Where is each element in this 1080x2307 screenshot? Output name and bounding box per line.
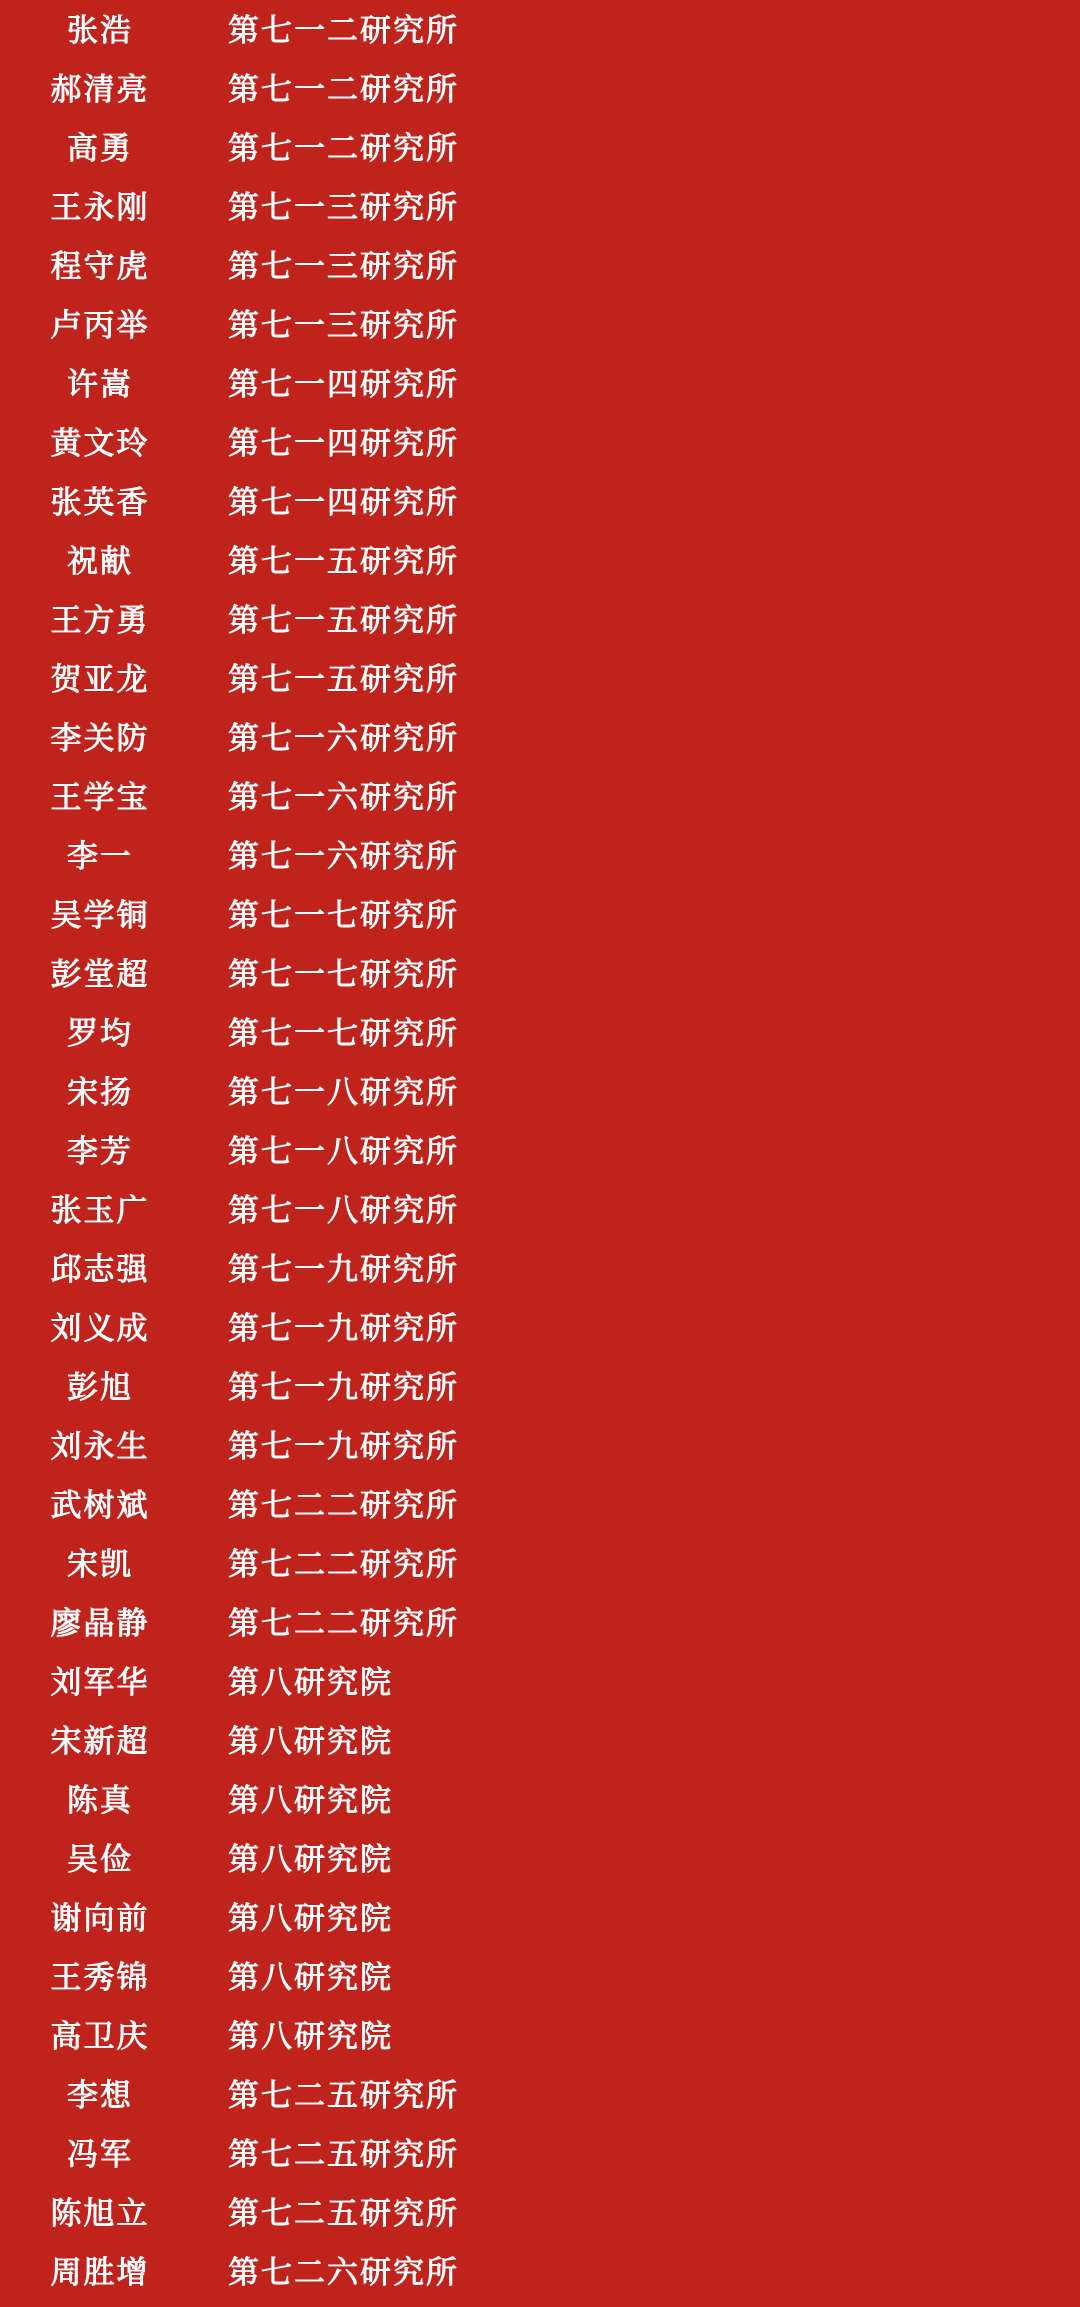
table-row xyxy=(0,1359,1080,1418)
person-organization: 第七一三研究所 xyxy=(228,308,459,344)
person-organization: 第七一三研究所 xyxy=(228,190,459,226)
table-row xyxy=(0,179,1080,238)
person-name: 卢丙举 xyxy=(50,308,150,344)
table-row xyxy=(0,710,1080,769)
table-row xyxy=(0,2185,1080,2244)
person-name: 张玉广 xyxy=(50,1193,150,1229)
person-organization: 第七二五研究所 xyxy=(228,2137,459,2173)
table-row xyxy=(0,1477,1080,1536)
person-organization: 第八研究院 xyxy=(228,1665,393,1701)
person-name: 李芳 xyxy=(67,1134,133,1170)
person-name: 李一 xyxy=(67,839,133,875)
person-organization: 第七一七研究所 xyxy=(228,957,459,993)
table-row xyxy=(0,533,1080,592)
person-organization: 第七一六研究所 xyxy=(228,721,459,757)
person-organization: 第七一八研究所 xyxy=(228,1193,459,1229)
person-name: 程守虎 xyxy=(50,249,150,285)
person-name: 贺亚龙 xyxy=(50,662,150,698)
person-organization: 第七二五研究所 xyxy=(228,2078,459,2114)
person-name: 郝清亮 xyxy=(50,72,150,108)
table-row xyxy=(0,1713,1080,1772)
person-organization: 第七一六研究所 xyxy=(228,780,459,816)
person-name: 周胜增 xyxy=(50,2255,150,2291)
person-organization: 第七一二研究所 xyxy=(228,13,459,49)
person-name: 高卫庆 xyxy=(50,2019,150,2055)
person-name: 陈真 xyxy=(67,1783,133,1819)
person-organization: 第七一二研究所 xyxy=(228,72,459,108)
person-name: 李想 xyxy=(67,2078,133,2114)
person-organization: 第七一五研究所 xyxy=(228,662,459,698)
table-row xyxy=(0,2126,1080,2185)
person-name: 王学宝 xyxy=(50,780,150,816)
person-name: 李关防 xyxy=(50,721,150,757)
person-organization: 第七二二研究所 xyxy=(228,1606,459,1642)
person-organization: 第八研究院 xyxy=(228,1783,393,1819)
table-row xyxy=(0,1418,1080,1477)
person-name: 陈旭立 xyxy=(50,2196,150,2232)
person-name: 祝献 xyxy=(67,544,133,580)
person-name: 刘军华 xyxy=(50,1665,150,1701)
person-organization: 第七一八研究所 xyxy=(228,1134,459,1170)
person-organization: 第七二五研究所 xyxy=(228,2196,459,2232)
person-name: 谢向前 xyxy=(50,1901,150,1937)
table-row xyxy=(0,415,1080,474)
table-row xyxy=(0,2067,1080,2126)
person-organization: 第七二二研究所 xyxy=(228,1547,459,1583)
person-name: 宋扬 xyxy=(67,1075,133,1111)
table-row xyxy=(0,61,1080,120)
person-name: 刘义成 xyxy=(50,1311,150,1347)
person-organization: 第七一七研究所 xyxy=(228,1016,459,1052)
person-name: 邱志强 xyxy=(50,1252,150,1288)
person-name: 张英香 xyxy=(50,485,150,521)
table-row xyxy=(0,651,1080,710)
table-row xyxy=(0,1831,1080,1890)
person-name: 王方勇 xyxy=(50,603,150,639)
table-row xyxy=(0,946,1080,1005)
person-name: 黄文玲 xyxy=(50,426,150,462)
person-organization: 第七一九研究所 xyxy=(228,1252,459,1288)
person-organization: 第七一七研究所 xyxy=(228,898,459,934)
person-organization: 第七一五研究所 xyxy=(228,544,459,580)
person-name: 王秀锦 xyxy=(50,1960,150,1996)
table-row xyxy=(0,1890,1080,1949)
person-name: 刘永生 xyxy=(50,1429,150,1465)
person-organization: 第七一八研究所 xyxy=(228,1075,459,1111)
person-name: 彭堂超 xyxy=(50,957,150,993)
table-row xyxy=(0,1536,1080,1595)
person-organization: 第七一九研究所 xyxy=(228,1429,459,1465)
table-row xyxy=(0,592,1080,651)
person-organization: 第八研究院 xyxy=(228,1724,393,1760)
person-organization: 第七一二研究所 xyxy=(228,131,459,167)
person-organization: 第七一四研究所 xyxy=(228,367,459,403)
table-row xyxy=(0,1241,1080,1300)
person-organization: 第七二六研究所 xyxy=(228,2255,459,2291)
table-row xyxy=(0,1064,1080,1123)
person-organization: 第七一九研究所 xyxy=(228,1311,459,1347)
person-name: 冯军 xyxy=(67,2137,133,2173)
person-organization: 第八研究院 xyxy=(228,1960,393,1996)
person-name: 吴俭 xyxy=(67,1842,133,1878)
table-row xyxy=(0,1949,1080,2008)
person-organization: 第七一五研究所 xyxy=(228,603,459,639)
person-name: 王永刚 xyxy=(50,190,150,226)
table-row xyxy=(0,474,1080,533)
table-row xyxy=(0,1300,1080,1359)
table-row xyxy=(0,356,1080,415)
person-name: 武树斌 xyxy=(50,1488,150,1524)
table-row xyxy=(0,1182,1080,1241)
table-row xyxy=(0,2008,1080,2067)
table-row xyxy=(0,1123,1080,1182)
person-organization: 第八研究院 xyxy=(228,2019,393,2055)
person-organization: 第七一四研究所 xyxy=(228,426,459,462)
person-name: 许嵩 xyxy=(67,367,133,403)
person-name: 彭旭 xyxy=(67,1370,133,1406)
table-row xyxy=(0,297,1080,356)
table-row xyxy=(0,2,1080,61)
table-row xyxy=(0,1595,1080,1654)
table-row xyxy=(0,887,1080,946)
person-organization: 第七一三研究所 xyxy=(228,249,459,285)
person-organization: 第七二二研究所 xyxy=(228,1488,459,1524)
table-row xyxy=(0,2244,1080,2303)
person-organization: 第七一四研究所 xyxy=(228,485,459,521)
person-name: 宋新超 xyxy=(50,1724,150,1760)
table-row xyxy=(0,120,1080,179)
person-organization: 第七一九研究所 xyxy=(228,1370,459,1406)
person-organization: 第八研究院 xyxy=(228,1901,393,1937)
person-organization: 第八研究院 xyxy=(228,1842,393,1878)
person-name: 罗均 xyxy=(67,1016,133,1052)
person-name: 高勇 xyxy=(67,131,133,167)
person-name: 张浩 xyxy=(67,13,133,49)
table-row xyxy=(0,1772,1080,1831)
person-name: 宋凯 xyxy=(67,1547,133,1583)
table-row xyxy=(0,769,1080,828)
person-name: 吴学铜 xyxy=(50,898,150,934)
person-name: 廖晶静 xyxy=(50,1606,150,1642)
table-row xyxy=(0,238,1080,297)
table-row xyxy=(0,828,1080,887)
table-row xyxy=(0,1654,1080,1713)
table-row xyxy=(0,1005,1080,1064)
person-organization: 第七一六研究所 xyxy=(228,839,459,875)
